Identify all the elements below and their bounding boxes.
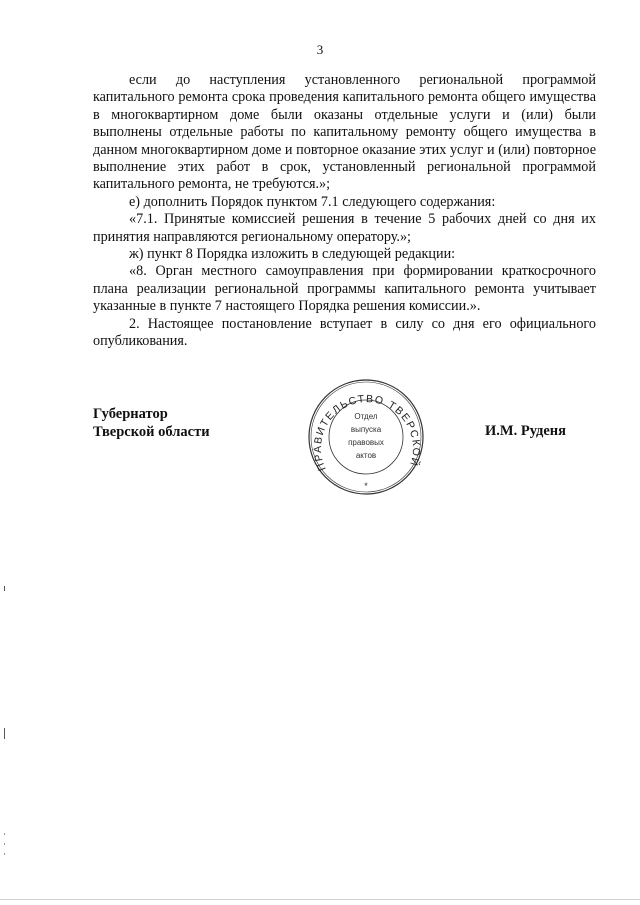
seal-stamp-image (300, 377, 432, 497)
scan-artifact-mark (4, 853, 5, 855)
signatory-position (93, 405, 210, 441)
paragraph-3: «7.1. Принятые комиссией решения в течение 5 рабочих дней со дня их принятия направляются региональному оператору.»; (93, 211, 596, 245)
seal-center-line-3: правовых (348, 438, 384, 447)
paragraph-5: «8. Орган местного самоуправления при формировании краткосрочного плана реализации региональной программы капитального ремонта учитывает указанные в пункте 7 настоящего Порядка решения комиссии.». (93, 263, 596, 315)
scan-artifact-mark (4, 843, 5, 845)
signatory-position-line1: Губернатор (93, 406, 168, 422)
signatory-position-line2: Тверской области (93, 424, 210, 440)
official-seal (300, 377, 432, 497)
scan-artifact-mark (4, 833, 5, 835)
document-body (93, 72, 596, 351)
signatory-name: И.М. Руденя (485, 423, 567, 439)
paragraph-6: 2. Настоящее постановление вступает в силу со дня его официального опубликования. (93, 315, 596, 350)
seal-center-line-2: выпуска (350, 425, 382, 434)
scan-artifact-mark (4, 586, 5, 591)
paragraph-2: е) дополнить Порядок пунктом 7.1 следующего содержания: (129, 193, 496, 210)
seal-star: * (364, 481, 368, 491)
paragraph-1: если до наступления установленного региональной программой капитального ремонта срока проведения капитального ремонта общего имущества в многоквартирном доме были оказаны отдельные услуги и (или) были выполнены отдельные работы по капитальному ремонту общего имущества в данном многоквартирном доме и повторное оказание этих услуг и (или) повторное выполнение этих работ в срок, установленный региональной программой капитального ремонта, не требуются.»; (93, 72, 596, 193)
seal-center-line-4: актов (355, 451, 377, 460)
page-bottom-border (0, 899, 640, 900)
seal-ring-text: ПРАВИТЕЛЬСТВО ТВЕРСКОЙ (311, 392, 423, 473)
seal-center-line-1: Отдел (354, 412, 378, 421)
page-number: 3 (316, 42, 324, 57)
paragraph-4: ж) пункт 8 Порядка изложить в следующей редакции: (129, 246, 456, 263)
scan-artifact-mark (4, 728, 5, 739)
